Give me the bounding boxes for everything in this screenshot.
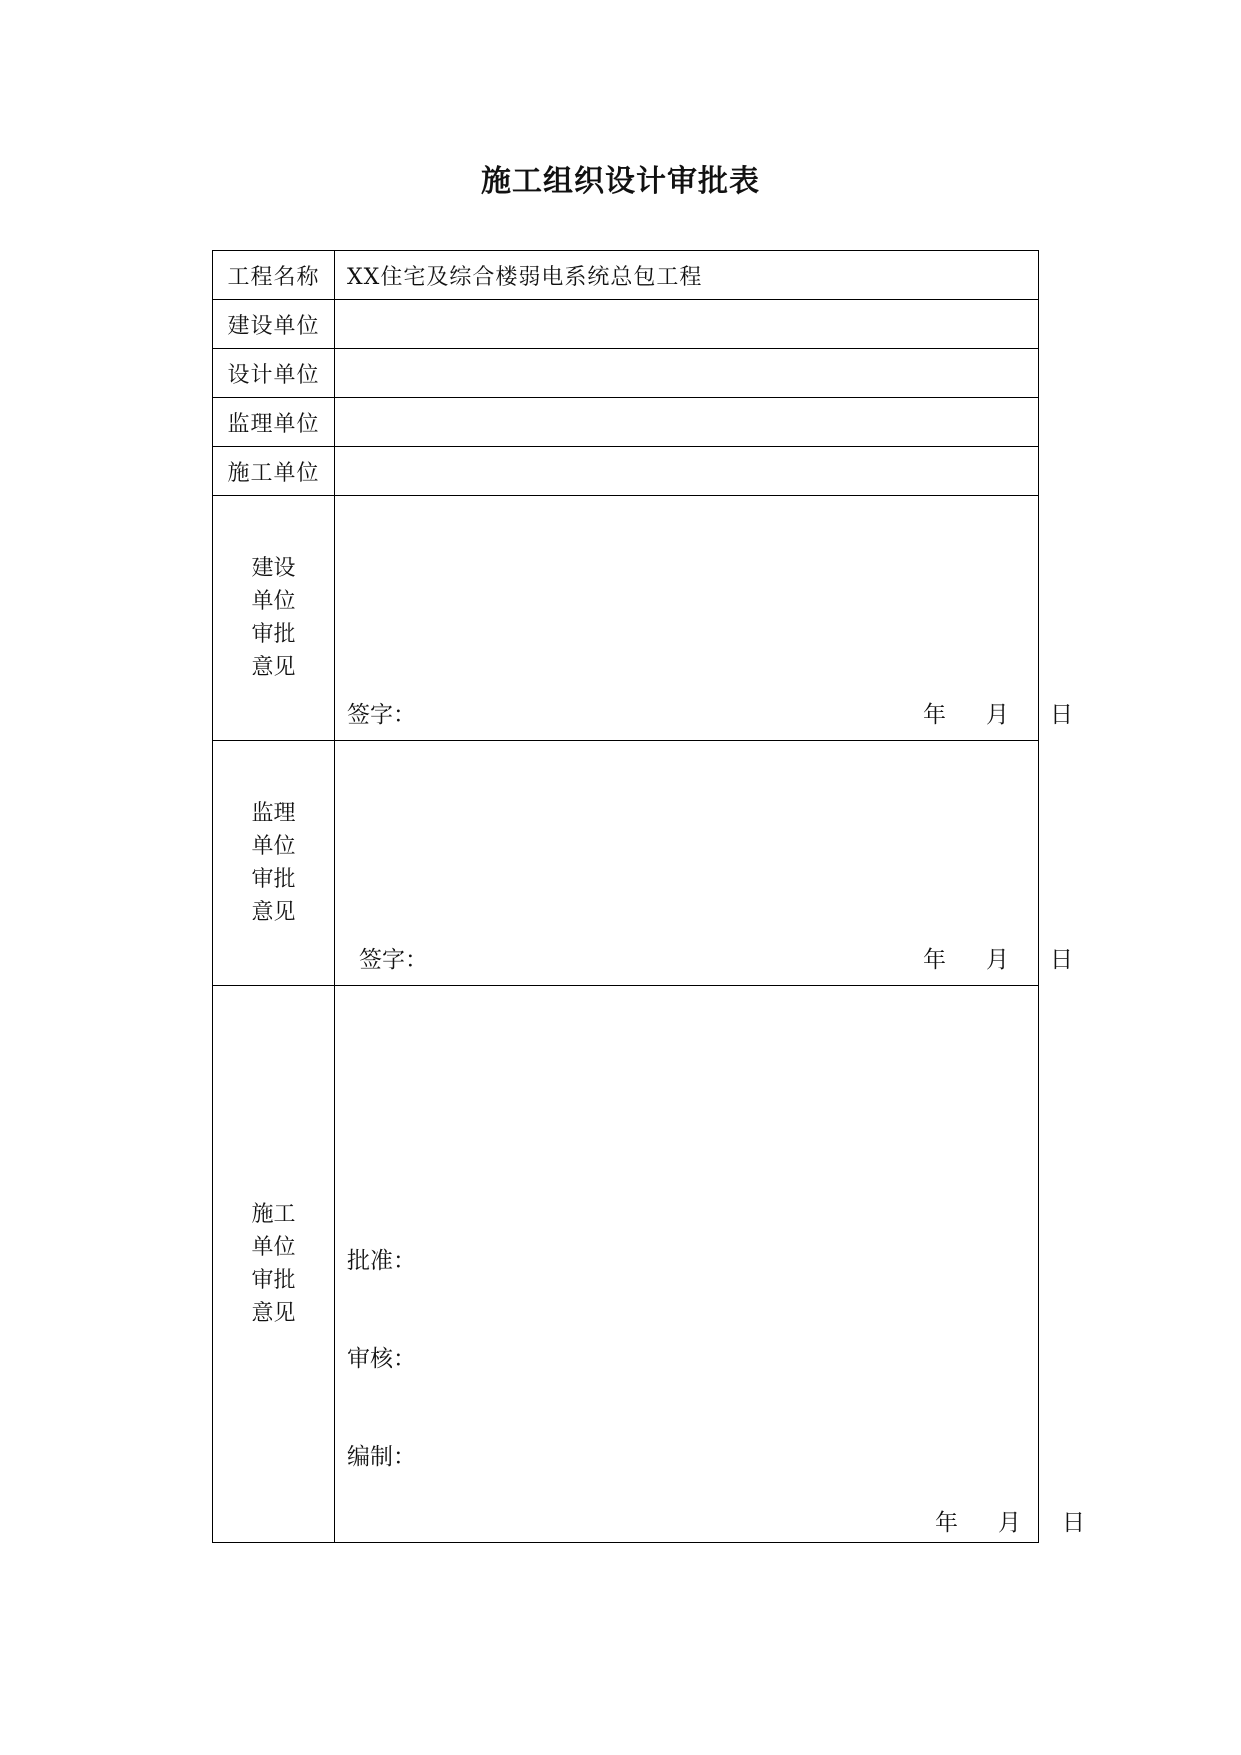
table-row (213, 251, 1039, 300)
date-day-label: 日 (1062, 1510, 1085, 1536)
table-row (213, 447, 1039, 496)
review-label: 审核： (347, 1346, 416, 1372)
date-month-label: 月 (998, 1510, 1021, 1536)
design-unit-label: 设计单位 (213, 349, 335, 398)
prepare-label: 编制： (347, 1444, 416, 1470)
supervision-unit-value[interactable] (335, 398, 1039, 447)
owner-opinion-field[interactable] (335, 496, 1073, 741)
date-year-label: 年 (935, 1510, 958, 1536)
owner-signature-label: 签字： (347, 702, 416, 728)
supervision-unit-label: 监理单位 (213, 398, 335, 447)
owner-unit-label: 建设单位 (213, 300, 335, 349)
date-day-label: 日 (1050, 702, 1073, 728)
date-year-label: 年 (923, 947, 946, 973)
supervisor-opinion-field[interactable] (335, 741, 1073, 986)
owner-opinion-row (213, 496, 1039, 741)
supervisor-opinion-label: 监理 单位 审批 意见 (213, 741, 335, 986)
design-unit-value[interactable] (335, 349, 1039, 398)
supervisor-opinion-row (213, 741, 1039, 986)
date-day-label: 日 (1050, 947, 1073, 973)
date-year-label: 年 (923, 702, 946, 728)
construction-unit-value[interactable] (335, 447, 1039, 496)
contractor-opinion-field[interactable] (335, 986, 1085, 1543)
contractor-opinion-row (213, 986, 1039, 1543)
table-row (213, 300, 1039, 349)
approve-label: 批准： (347, 1248, 416, 1274)
owner-opinion-label: 建设 单位 审批 意见 (213, 496, 335, 741)
contractor-date (935, 1504, 1085, 1537)
page-title: 施工组织设计审批表 (481, 164, 760, 199)
project-name-value[interactable]: XX住宅及综合楼弱电系统总包工程 (335, 251, 1039, 300)
project-name-label: 工程名称 (213, 251, 335, 300)
date-month-label: 月 (986, 947, 1009, 973)
table-row (213, 398, 1039, 447)
approval-form-table (212, 250, 1085, 1543)
construction-unit-label: 施工单位 (213, 447, 335, 496)
owner-date (923, 696, 1073, 729)
date-month-label: 月 (986, 702, 1009, 728)
supervisor-date (923, 941, 1073, 974)
table-row (213, 349, 1039, 398)
supervisor-signature-label: 签字： (359, 947, 428, 973)
owner-unit-value[interactable] (335, 300, 1039, 349)
contractor-opinion-label: 施工 单位 审批 意见 (213, 986, 335, 1543)
